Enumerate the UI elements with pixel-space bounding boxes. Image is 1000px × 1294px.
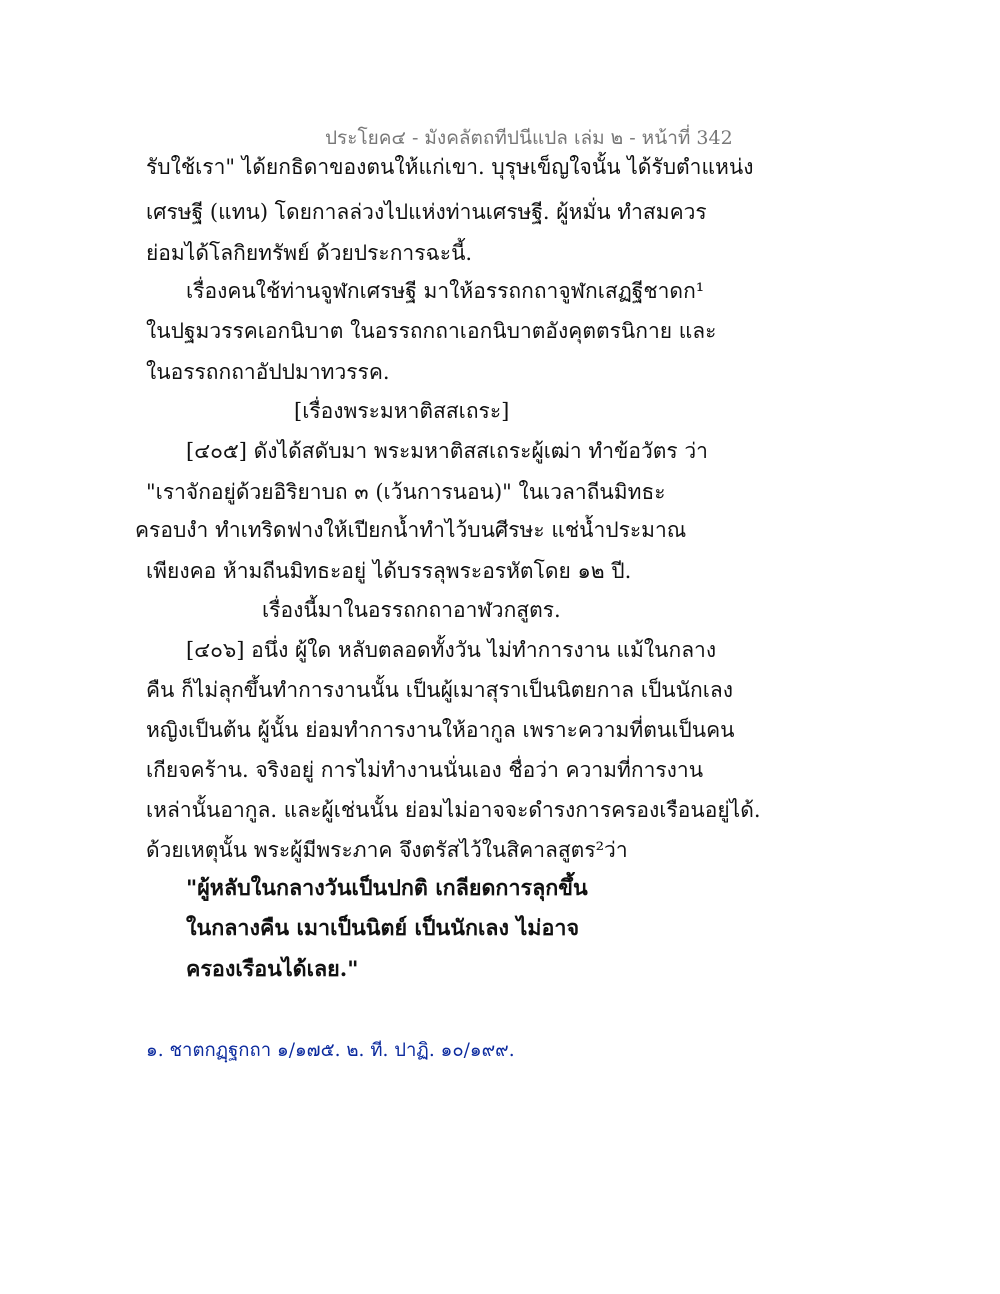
text-line: หญิงเป็นต้น ผู้นั้น ย่อมทำการงานให้อากูล เพราะความที่ตนเป็นคน [146,718,735,742]
verse-line: "ผู้หลับในกลางวันเป็นปกติ เกลียดการลุกขึ้น [186,876,588,901]
text-line: คืน ก็ไม่ลุกขึ้นทำการงานนั้น เป็นผู้เมาสุราเป็นนิตยกาล เป็นนักเลง [146,678,734,702]
text-line: "เราจักอยู่ด้วยอิริยาบถ ๓ (เว้นการนอน)" ในเวลาถีนมิทธะ [146,480,666,504]
section-title: [เรื่องพระมหาติสสเถระ] [294,399,510,423]
text-line: ในปฐมวรรคเอกนิบาต ในอรรถกถาเอกนิบาตอังคุตตรนิกาย และ [146,319,717,343]
text-line: ด้วยเหตุนั้น พระผู้มีพระภาค จึงตรัสไว้ในสิคาลสูตร²ว่า [146,838,628,862]
text-line: เศรษฐี (แทน) โดยกาลล่วงไปแห่งท่านเศรษฐี. ผู้หมั่น ทำสมควร [146,200,707,224]
text-line: [๔๐๖] อนึ่ง ผู้ใด หลับตลอดทั้งวัน ไม่ทำการงาน แม้ในกลาง [186,638,717,662]
footnote: ๑. ชาตกฏฺฐกถา ๑/๑๗๕. ๒. ที. ปาฏิ. ๑๐/๑๙๙. [146,1040,515,1061]
text-line: เพียงคอ ห้ามถีนมิทธะอยู่ ได้บรรลุพระอรหัตโดย ๑๒ ปี. [146,559,632,583]
page-header: ประโยค๔ - มังคลัตถทีปนีแปล เล่ม ๒ - หน้าที่ 342 [325,127,733,149]
text-line: [๔๐๕] ดังได้สดับมา พระมหาติสสเถระผู้เฒ่า ทำข้อวัตร ว่า [186,439,708,463]
text-line: เกียจคร้าน. จริงอยู่ การไม่ทำงานนั่นเอง ชื่อว่า ความที่การงาน [146,758,704,782]
text-line: รับใช้เรา" ได้ยกธิดาของตนให้แก่เขา. บุรุษเข็ญใจนั้น ได้รับตำแหน่ง [146,155,754,179]
verse-line: ในกลางคืน เมาเป็นนิตย์ เป็นนักเลง ไม่อาจ [186,916,580,941]
text-line: เรื่องนี้มาในอรรถกถาอาฬวกสูตร. [262,598,561,622]
text-line: ครอบงำ ทำเทริดฟางให้เปียกน้ำทำไว้บนศีรษะ แช่น้ำประมาณ [135,518,687,542]
text-line: ย่อมได้โลกิยทรัพย์ ด้วยประการฉะนี้. [146,241,473,265]
verse-line: ครองเรือนได้เลย." [186,957,359,982]
text-line: ในอรรถกถาอัปปมาทวรรค. [146,360,390,384]
text-line: เรื่องคนใช้ท่านจูฬกเศรษฐี มาให้อรรถกถาจูฬกเสฏฐีชาดก¹ [186,279,705,303]
text-line: เหล่านั้นอากูล. และผู้เช่นนั้น ย่อมไม่อาจจะดำรงการครองเรือนอยู่ได้. [146,798,761,822]
